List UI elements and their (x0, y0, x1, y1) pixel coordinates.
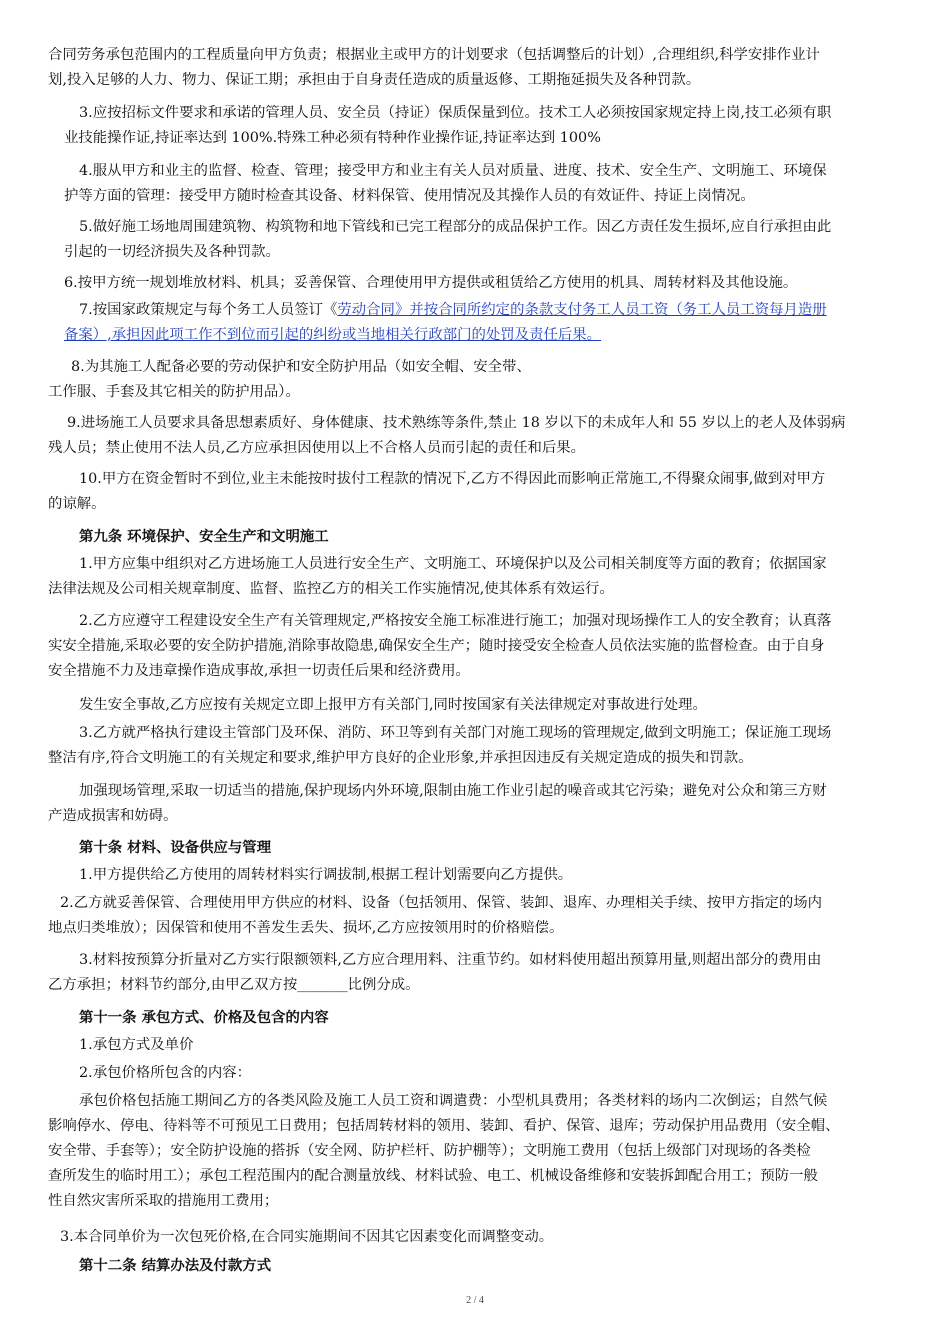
text-line: 法律法规及公司相关规章制度、监督、监控乙方的相关工作实施情况,使其体系有效运行。 (48, 581, 614, 597)
text-line: 6.按甲方统一规划堆放材料、机具；妥善保管、合理使用甲方提供或租赁给乙方使用的机具、周转材料及其他设施。 (64, 275, 798, 291)
paragraph (48, 948, 908, 998)
text-line: 2.乙方就妥善保管、合理使用甲方供应的材料、设备（包括领用、保管、装卸、退库、办理相关手续、按甲方指定的场内 (60, 895, 823, 911)
text-run: 7.按国家政策规定与每个务工人员签订《 (79, 302, 338, 318)
paragraph (48, 467, 908, 517)
text-line: 发生安全事故,乙方应按有关规定立即上报甲方有关部门,同时按国家有关法律规定对事故进行处理。 (79, 697, 707, 713)
paragraph (48, 1061, 908, 1086)
paragraph (48, 863, 908, 888)
paragraph (48, 609, 908, 684)
text-line: 1.甲方提供给乙方使用的周转材料实行调拔制,根据工程计划需要向乙方提供。 (79, 867, 573, 883)
paragraph (48, 411, 908, 461)
text-line: 性自然灾害所采取的措施用工费用； (48, 1193, 279, 1209)
section-heading (48, 524, 908, 549)
text-line: 引起的一切经济损失及各种罚款。 (64, 244, 280, 260)
text-line: 3.材料按预算分折量对乙方实行限额领料,乙方应合理用料、注重节约。如材料使用超出预算用量,则超出部分的费用由 (79, 952, 822, 968)
paragraph (48, 43, 908, 93)
paragraph (48, 101, 908, 151)
labor-contract-link[interactable]: 劳动合同》并按合同所约定的条款支付务工人员工资（务工人员工资每月造册 (337, 302, 827, 318)
text-line: 加强现场管理,采取一切适当的措施,保护现场内外环境,限制由施工作业引起的噪音或其它污染；避免对公众和第三方财 (79, 783, 827, 799)
text-line: 9.进场施工人员要求具备思想素质好、身体健康、技术熟练等条件,禁止 18 岁以下的未成年人和 55 岁以上的老人及体弱病 (67, 415, 846, 431)
text-line: 合同劳务承包范围内的工程质量向甲方负责；根据业主或甲方的计划要求（包括调整后的计划）,合理组织,科学安排作业计 (48, 47, 820, 63)
text-line: 5.做好施工场地周围建筑物、构筑物和地下管线和已完工程部分的成品保护工作。因乙方责任发生损坏,应自行承担由此 (79, 219, 832, 235)
text-line: 护等方面的管理：接受甲方随时检查其设备、材料保管、使用情况及其操作人员的有效证件、持证上岗情况。 (64, 188, 755, 204)
text-line: 2.乙方应遵守工程建设安全生产有关管理规定,严格按安全施工标准进行施工；加强对现场操作工人的安全教育；认真落 (79, 613, 832, 629)
paragraph (48, 271, 908, 296)
text-line: 1.承包方式及单价 (79, 1037, 194, 1053)
paragraph (48, 779, 908, 829)
text-line: 业技能操作证,持证率达到 100%.特殊工种必须有特种作业操作证,持证率达到 100% (64, 130, 601, 146)
text-line: 承包价格包括施工期间乙方的各类风险及施工人员工资和调遣费：小型机具费用；各类材料的场内二次倒运；自然气候 (79, 1093, 828, 1109)
paragraph (48, 1033, 908, 1058)
text-line: 的谅解。 (48, 496, 106, 512)
text-line: 3.乙方就严格执行建设主管部门及环保、消防、环卫等到有关部门对施工现场的管理规定,做到文明施工；保证施工现场 (79, 725, 832, 741)
paragraph (48, 355, 908, 405)
text-line: 3.本合同单价为一次包死价格,在合同实施期间不因其它因素变化而调整变动。 (60, 1229, 554, 1245)
section-heading (48, 1253, 908, 1278)
text-line: 地点归类堆放）；因保管和使用不善发生丢失、损坏,乙方应按领用时的价格赔偿。 (48, 920, 564, 936)
text-line: 划,投入足够的人力、物力、保证工期；承担由于自身责任造成的质量返修、工期拖延损失及各种罚款。 (48, 72, 701, 88)
text-line: 实安全措施,采取必要的安全防护措施,消除事故隐患,确保安全生产；随时接受安全检查人员依法实施的监督检查。由于自身 (48, 638, 825, 654)
section-heading (48, 1005, 908, 1030)
text-line: 工作服、手套及其它相关的防护用品）。 (48, 384, 300, 400)
text-line: 影响停水、停电、待料等不可预见工日费用；包括周转材料的领用、装卸、看护、保管、退库；劳动保护用品费用（安全帽、 (48, 1118, 840, 1134)
text-line: 1.甲方应集中组织对乙方进场施工人员进行安全生产、文明施工、环境保护以及公司相关制度等方面的教育；依据国家 (79, 556, 827, 572)
heading-text: 第十一条 承包方式、价格及包含的内容 (79, 1009, 329, 1026)
heading-text: 第十二条 结算办法及付款方式 (79, 1257, 272, 1274)
paragraph (48, 298, 908, 348)
section-heading (48, 835, 908, 860)
text-line: 2.承包价格所包含的内容： (79, 1065, 252, 1081)
heading-text: 第九条 环境保护、安全生产和文明施工 (79, 528, 329, 545)
text-line: 乙方承担；材料节约部分,由甲乙双方按_______比例分成。 (48, 977, 420, 993)
text-line: 产造成损害和妨碍。 (48, 808, 178, 824)
text-line: 查所发生的临时用工）；承包工程范围内的配合测量放线、材料试验、电工、机械设备维修和安装拆卸配合用工；预防一般 (48, 1168, 818, 1184)
paragraph (48, 159, 908, 209)
paragraph (48, 693, 908, 718)
labor-contract-link-continued[interactable]: 备案）,承担因此项工作不到位而引起的纠纷或当地相关行政部门的处罚及责任后果。 (64, 327, 602, 343)
paragraph (48, 721, 908, 771)
text-line: 8.为其施工人配备必要的劳动保护和安全防护用品（如安全帽、安全带、 (71, 359, 531, 375)
paragraph (48, 552, 908, 602)
paragraph (48, 215, 908, 265)
paragraph (48, 1225, 908, 1250)
heading-text: 第十条 材料、设备供应与管理 (79, 839, 272, 856)
text-line: 残人员；禁止使用不法人员,乙方应承担因使用以上不合格人员而引起的责任和后果。 (48, 440, 586, 456)
paragraph (48, 1089, 908, 1214)
text-line: 4.服从甲方和业主的监督、检查、管理；接受甲方和业主有关人员对质量、进度、技术、安全生产、文明施工、环境保 (79, 163, 827, 179)
text-line: 安全带、手套等）；安全防护设施的搭拆（安全网、防护栏杆、防护棚等）；文明施工费用（包括上级部门对现场的各类检 (48, 1143, 811, 1159)
paragraph (48, 891, 908, 941)
text-line (48, 298, 908, 323)
text-line: 3.应按招标文件要求和承诺的管理人员、安全员（持证）保质保量到位。技术工人必须按国家规定持上岗,技工必须有职 (79, 105, 832, 121)
text-line: 安全措施不力及违章操作造成事故,承担一切责任后果和经济费用。 (48, 663, 470, 679)
page-number: 2 / 4 (466, 1295, 484, 1306)
text-line: 整洁有序,符合文明施工的有关规定和要求,维护甲方良好的企业形象,并承担因违反有关规定造成的损失和罚款。 (48, 750, 753, 766)
text-line: 10.甲方在资金暂时不到位,业主未能按时拔付工程款的情况下,乙方不得因此而影响正常施工,不得聚众闹事,做到对甲方 (79, 471, 826, 487)
